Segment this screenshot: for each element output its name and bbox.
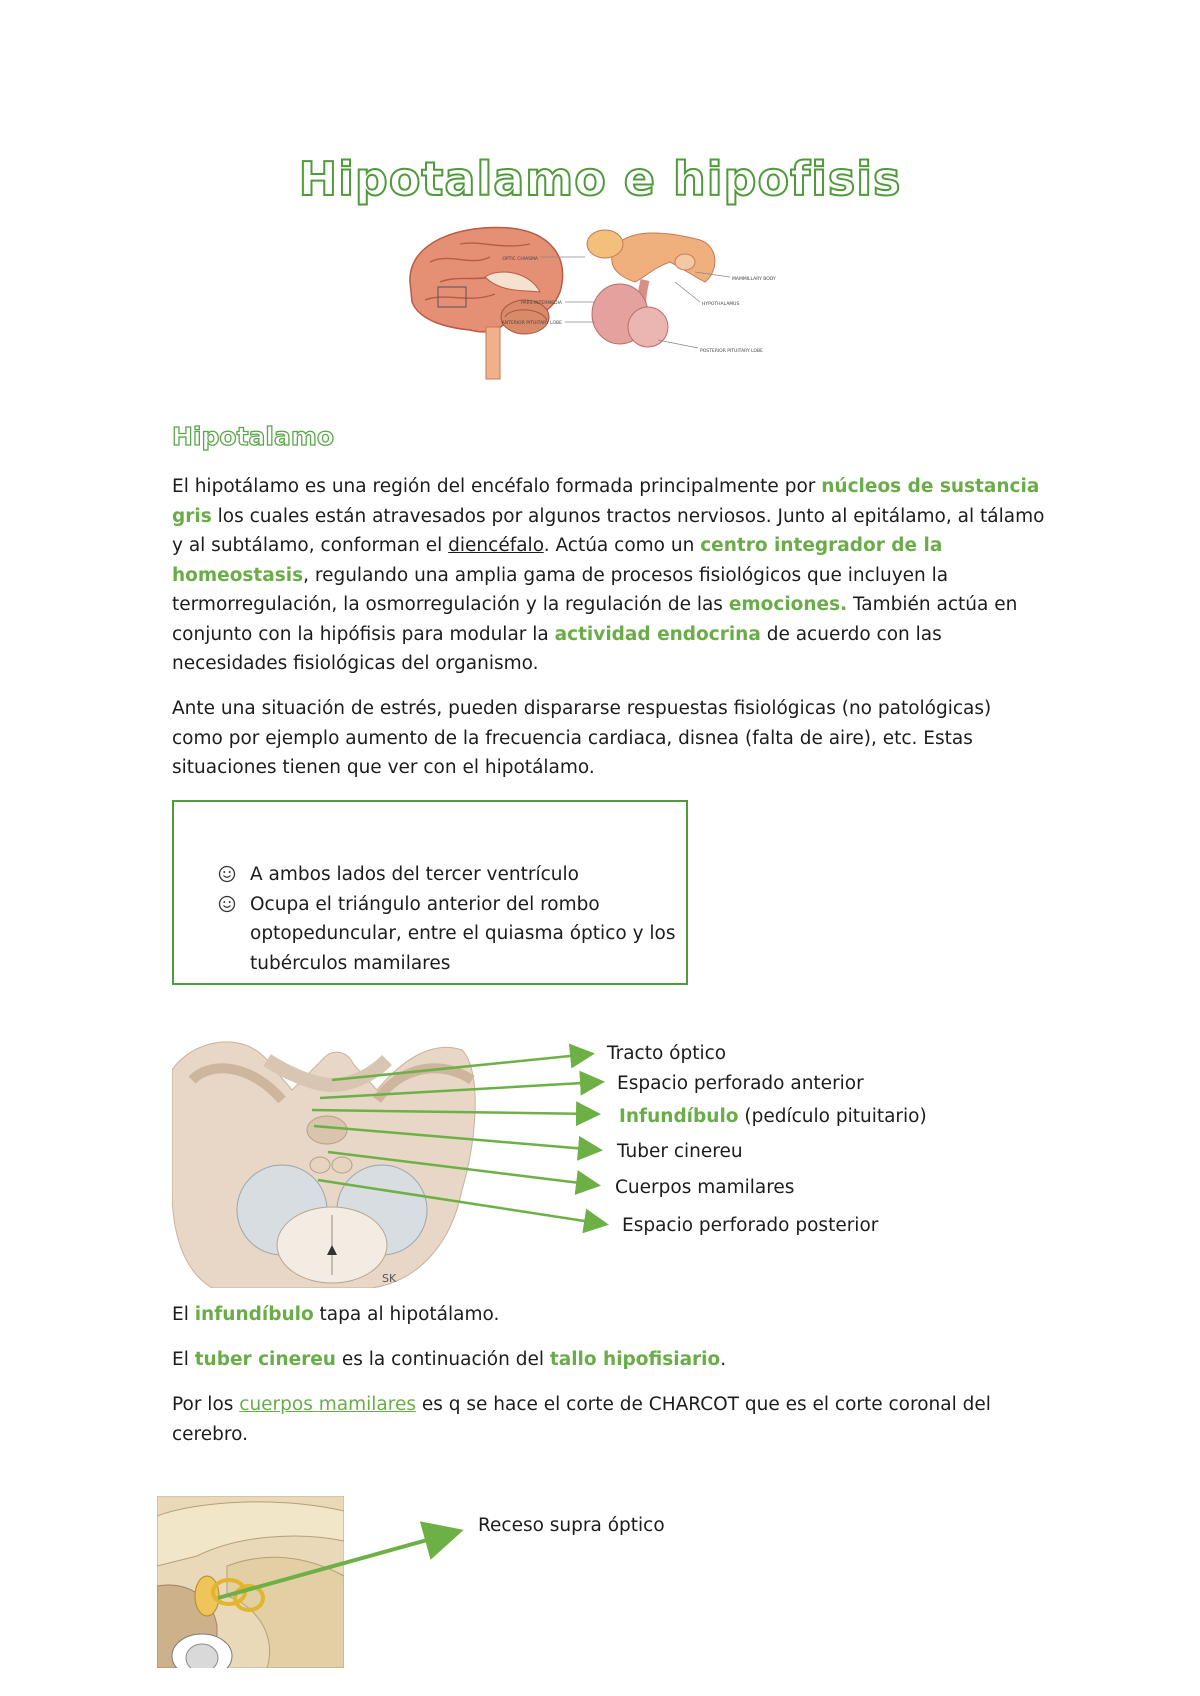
label-cuerpos-mamilares: Cuerpos mamilares (615, 1177, 795, 1198)
paragraph-intro (172, 472, 1052, 679)
arrow-espacio-anterior (320, 1082, 600, 1098)
label-pars-intermedia: PARS INTERMEDIA (521, 301, 562, 306)
text-segment: El (172, 1349, 195, 1370)
label-infundibulo (619, 1106, 927, 1127)
arrow-tuber-cinereu (314, 1126, 598, 1150)
label-hypothalamus: HYPOTHALAMUS (702, 302, 740, 307)
arrow-tracto-optico (332, 1054, 590, 1080)
list-item-text: Ocupa el triángulo anterior del rombo optopeduncular, entre el quiasma óptico y los tubérculos mamilares (250, 893, 676, 974)
location-list (218, 860, 678, 978)
text-segment: los cuales están atravesados por algunos tractos nerviosos. Junto al epitálamo, al tálamo y al subtálamo, conforman el (172, 505, 1045, 556)
arrow-cuerpos-mamilares (328, 1152, 596, 1185)
label-posterior-lobe: POSTERIOR PITUITARY LOBE (700, 349, 763, 354)
figure-signature: SK (382, 1272, 397, 1285)
text-segment: , regulando una amplia gama de procesos fisiológicos que incluyen la termorregulación, la osmorregulación y la regulación de las (172, 564, 949, 615)
smiley-icon (218, 895, 236, 913)
page-title: Hipotalamo e hipofisis (298, 152, 902, 206)
text-segment: El hipotálamo es una región del encéfalo formada principalmente por (172, 476, 822, 497)
highlight-emociones: emociones. (728, 594, 848, 615)
label-optic-chiasma: OPTIC CHIASMA (502, 257, 538, 262)
text-segment: tapa al hipotálamo. (313, 1304, 500, 1325)
label-infundibulo-rest: (pedículo pituitario) (738, 1106, 927, 1127)
pituitary-illustration (540, 230, 730, 348)
text-segment: . Actúa como un (543, 535, 701, 556)
text-segment: de acuerdo con las necesidades fisiológicas del organismo. (172, 623, 942, 674)
arrow-espacio-posterior (318, 1180, 604, 1224)
list-item-text: A ambos lados del tercer ventrículo (250, 864, 579, 885)
highlight-actividad-endocrina: actividad endocrina (554, 623, 761, 645)
text-segment: También actúa en conjunto con la hipófisis para modular la (172, 594, 1018, 645)
figure3-arrow (210, 1520, 470, 1610)
arrow-infundibulo (312, 1110, 596, 1114)
list-item (218, 890, 678, 979)
arrow-receso-supra-optico (218, 1532, 456, 1598)
highlight-tallo-hipofisiario: tallo hipofisiario (549, 1349, 721, 1370)
list-item (218, 860, 678, 890)
location-box (172, 800, 688, 985)
highlight-homeostasis: centro integrador de la homeostasis (172, 535, 943, 586)
sentence-infundibulo (172, 1300, 1052, 1330)
highlight-infundibulo: infundíbulo (194, 1304, 314, 1325)
highlight-tuber-cinereu: tuber cinereu (194, 1349, 336, 1370)
text-segment: es la continuación del (335, 1349, 550, 1370)
figure2-arrows (300, 1040, 620, 1240)
text-segment: El (172, 1304, 195, 1325)
label-anterior-lobe: ANTERIOR PITUITARY LOBE (501, 321, 562, 326)
label-infundibulo-highlight: Infundíbulo (619, 1106, 739, 1127)
sentence-cuerpos-mamilares (172, 1390, 992, 1449)
brain-pituitary-figure (400, 222, 810, 380)
smiley-icon (218, 865, 236, 883)
label-espacio-perforado-anterior: Espacio perforado anterior (617, 1073, 864, 1094)
label-receso-supra-optico: Receso supra óptico (478, 1515, 665, 1536)
link-cuerpos-mamilares: cuerpos mamilares (239, 1394, 416, 1415)
paragraph-estres: Ante una situación de estrés, pueden dispararse respuestas fisiológicas (no patológicas) como por ejemplo aumento de la frecuencia cardiaca, disnea (falta de aire), etc. Estas situaciones tienen que ver con el hipotálamo. (172, 698, 992, 778)
label-tracto-optico: Tracto óptico (607, 1043, 727, 1064)
label-tuber-cinereu: Tuber cinereu (617, 1141, 743, 1162)
text-segment: es q se hace el corte de CHARCOT que es el corte coronal del cerebro. (172, 1394, 991, 1445)
highlight-nucleos: núcleos de sustancia gris (172, 476, 1040, 527)
label-mammillary-body: MAMMILLARY BODY (732, 277, 776, 282)
section-heading-hipotalamo: Hipotalamo (172, 422, 335, 451)
sentence-tuber (172, 1345, 1052, 1375)
label-espacio-perforado-posterior: Espacio perforado posterior (622, 1215, 879, 1236)
underline-diencefalo: diencéfalo (448, 535, 544, 556)
text-segment: Por los (172, 1394, 240, 1415)
text-segment: . (720, 1349, 727, 1370)
